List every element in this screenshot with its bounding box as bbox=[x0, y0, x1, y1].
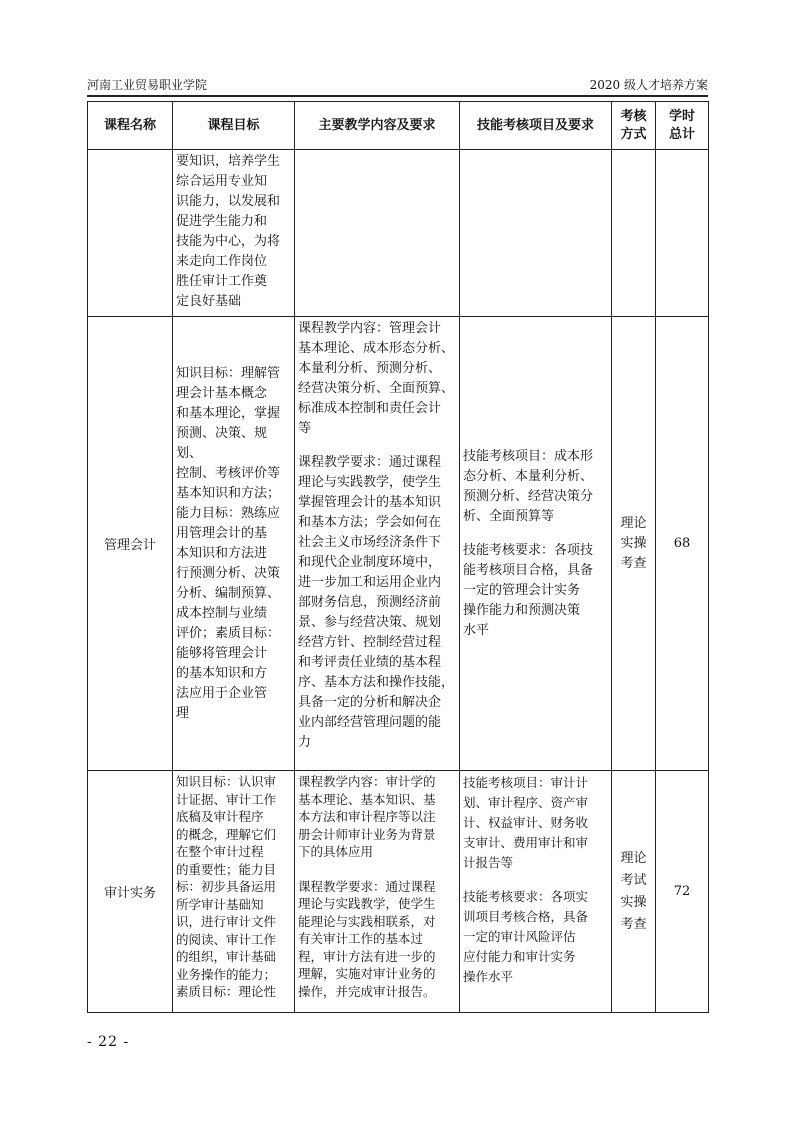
teaching-content-cell bbox=[295, 317, 460, 771]
page-header bbox=[87, 74, 708, 94]
column-header: 课程名称 bbox=[88, 102, 173, 150]
assessment-method-cell: 理论 考试 实操 考查 bbox=[612, 771, 656, 1013]
course-goal-text: 知识目标：认识审 计证据、审计工作 底稿及审计程序 的概念，理解它们 在整个审计过程 的重要性；能力目 标：初步具备运用 所学审计基础知 识，进行审计文件 的阅读、审计工作 的组织，审计基础 业务操作的能力； 素质目标：理论性 bbox=[176, 774, 277, 999]
skill-items-text: 技能考核项目：审计计 划、审计程序、资产审 计、权益审计、财务收 支审计、费用审计和审 计报告等 bbox=[463, 775, 589, 870]
skill-requirement-text: 技能考核要求：各项技 能考核项目合格，具备 一定的管理会计实务 操作能力和预测决策 水平 bbox=[463, 542, 594, 638]
course-name-cell bbox=[88, 150, 173, 317]
page-number: - 22 - bbox=[87, 1034, 130, 1050]
skill-assessment-cell bbox=[460, 317, 612, 771]
column-header: 技能考核项目及要求 bbox=[460, 102, 612, 150]
teaching-content-cell bbox=[295, 150, 460, 317]
total-hours-cell: 68 bbox=[656, 317, 709, 771]
teaching-content-text: 课程教学内容：审计学的 基本理论、基本知识、基 本方法和审计程序等以注 册会计师审计业务为背景 下的具体应用 bbox=[298, 774, 436, 859]
course-goal-text: 要知识，培养学生 综合运用专业知 识能力，以发展和 促进学生能力和 技能为中心，为将 来走向工作岗位 胜任审计工作奠 定良好基础 bbox=[176, 154, 281, 309]
skill-requirement-text: 技能考核要求：各项实 训项目考核合格，具备 一定的审计风险评估 应付能力和审计实务 操作水平 bbox=[463, 889, 589, 984]
column-header: 考核 方式 bbox=[612, 102, 656, 150]
course-name-cell: 管理会计 bbox=[88, 317, 173, 771]
total-hours-cell bbox=[656, 150, 709, 317]
column-header: 主要教学内容及要求 bbox=[295, 102, 460, 150]
table-row bbox=[88, 150, 709, 317]
teaching-content-cell bbox=[295, 771, 460, 1013]
course-goal-text: 知识目标：理解管 理会计基本概念 和基本理论，掌握 预测、决策、规划、 控制、考核评价等 基本知识和方法； 能力目标：熟练应 用管理会计的基 本知识和方法进 行预测分析、决策 分析、编制预算、 成本控制与业绩 评价；素质目标： 能够将管理会计 的基本知识和方 法应用于企业管 理 bbox=[176, 365, 281, 721]
course-goal-cell bbox=[173, 317, 295, 771]
assessment-method-cell: 理论 实操 考查 bbox=[612, 317, 656, 771]
header-rule bbox=[87, 95, 708, 97]
total-hours-cell: 72 bbox=[656, 771, 709, 1013]
course-goal-cell bbox=[173, 150, 295, 317]
document-title: 2020 级人才培养方案 bbox=[589, 78, 708, 92]
curriculum-table bbox=[87, 101, 709, 1013]
teaching-requirement-text: 课程教学要求：通过课程 理论与实践教学，使学生 掌握管理会计的基本知识 和基本方法；学会如何在 社会主义市场经济条件下 和现代企业制度环境中， 进一步加工和运用企业内 部财务信息，预测经济前 景、参与经营决策、规划 经营方针、控制经营过程 和考评责任业绩的基本程 序、基本方法和操作技能， 具备一定的分析和解决企 业内部经营管理问题的能 力 bbox=[298, 455, 455, 750]
skill-assessment-cell bbox=[460, 771, 612, 1013]
assessment-method-cell bbox=[612, 150, 656, 317]
table-row bbox=[88, 317, 709, 771]
teaching-requirement-text: 课程教学要求：通过课程 理论与实践教学，使学生 能理论与实践相联系，对 有关审计工作的基本过 程，审计方法有进一步的 理解，实施对审计业务的 操作，并完成审计报告。 bbox=[298, 878, 436, 999]
column-header: 课程目标 bbox=[173, 102, 295, 150]
course-goal-cell bbox=[173, 771, 295, 1013]
school-name: 河南工业贸易职业学院 bbox=[87, 78, 208, 92]
table-header-row bbox=[88, 102, 709, 150]
column-header: 学时 总计 bbox=[656, 102, 709, 150]
table-row bbox=[88, 771, 709, 1013]
skill-assessment-cell bbox=[460, 150, 612, 317]
teaching-content-text: 课程教学内容：管理会计 基本理论、成本形态分析、 本量利分析、预测分析、 经营决策分析、全面预算、 标准成本控制和责任会计 等 bbox=[298, 321, 455, 436]
skill-items-text: 技能考核项目：成本形 态分析、本量利分析、 预测分析、经营决策分 析、全面预算等 bbox=[463, 448, 594, 524]
course-name-cell: 审计实务 bbox=[88, 771, 173, 1013]
